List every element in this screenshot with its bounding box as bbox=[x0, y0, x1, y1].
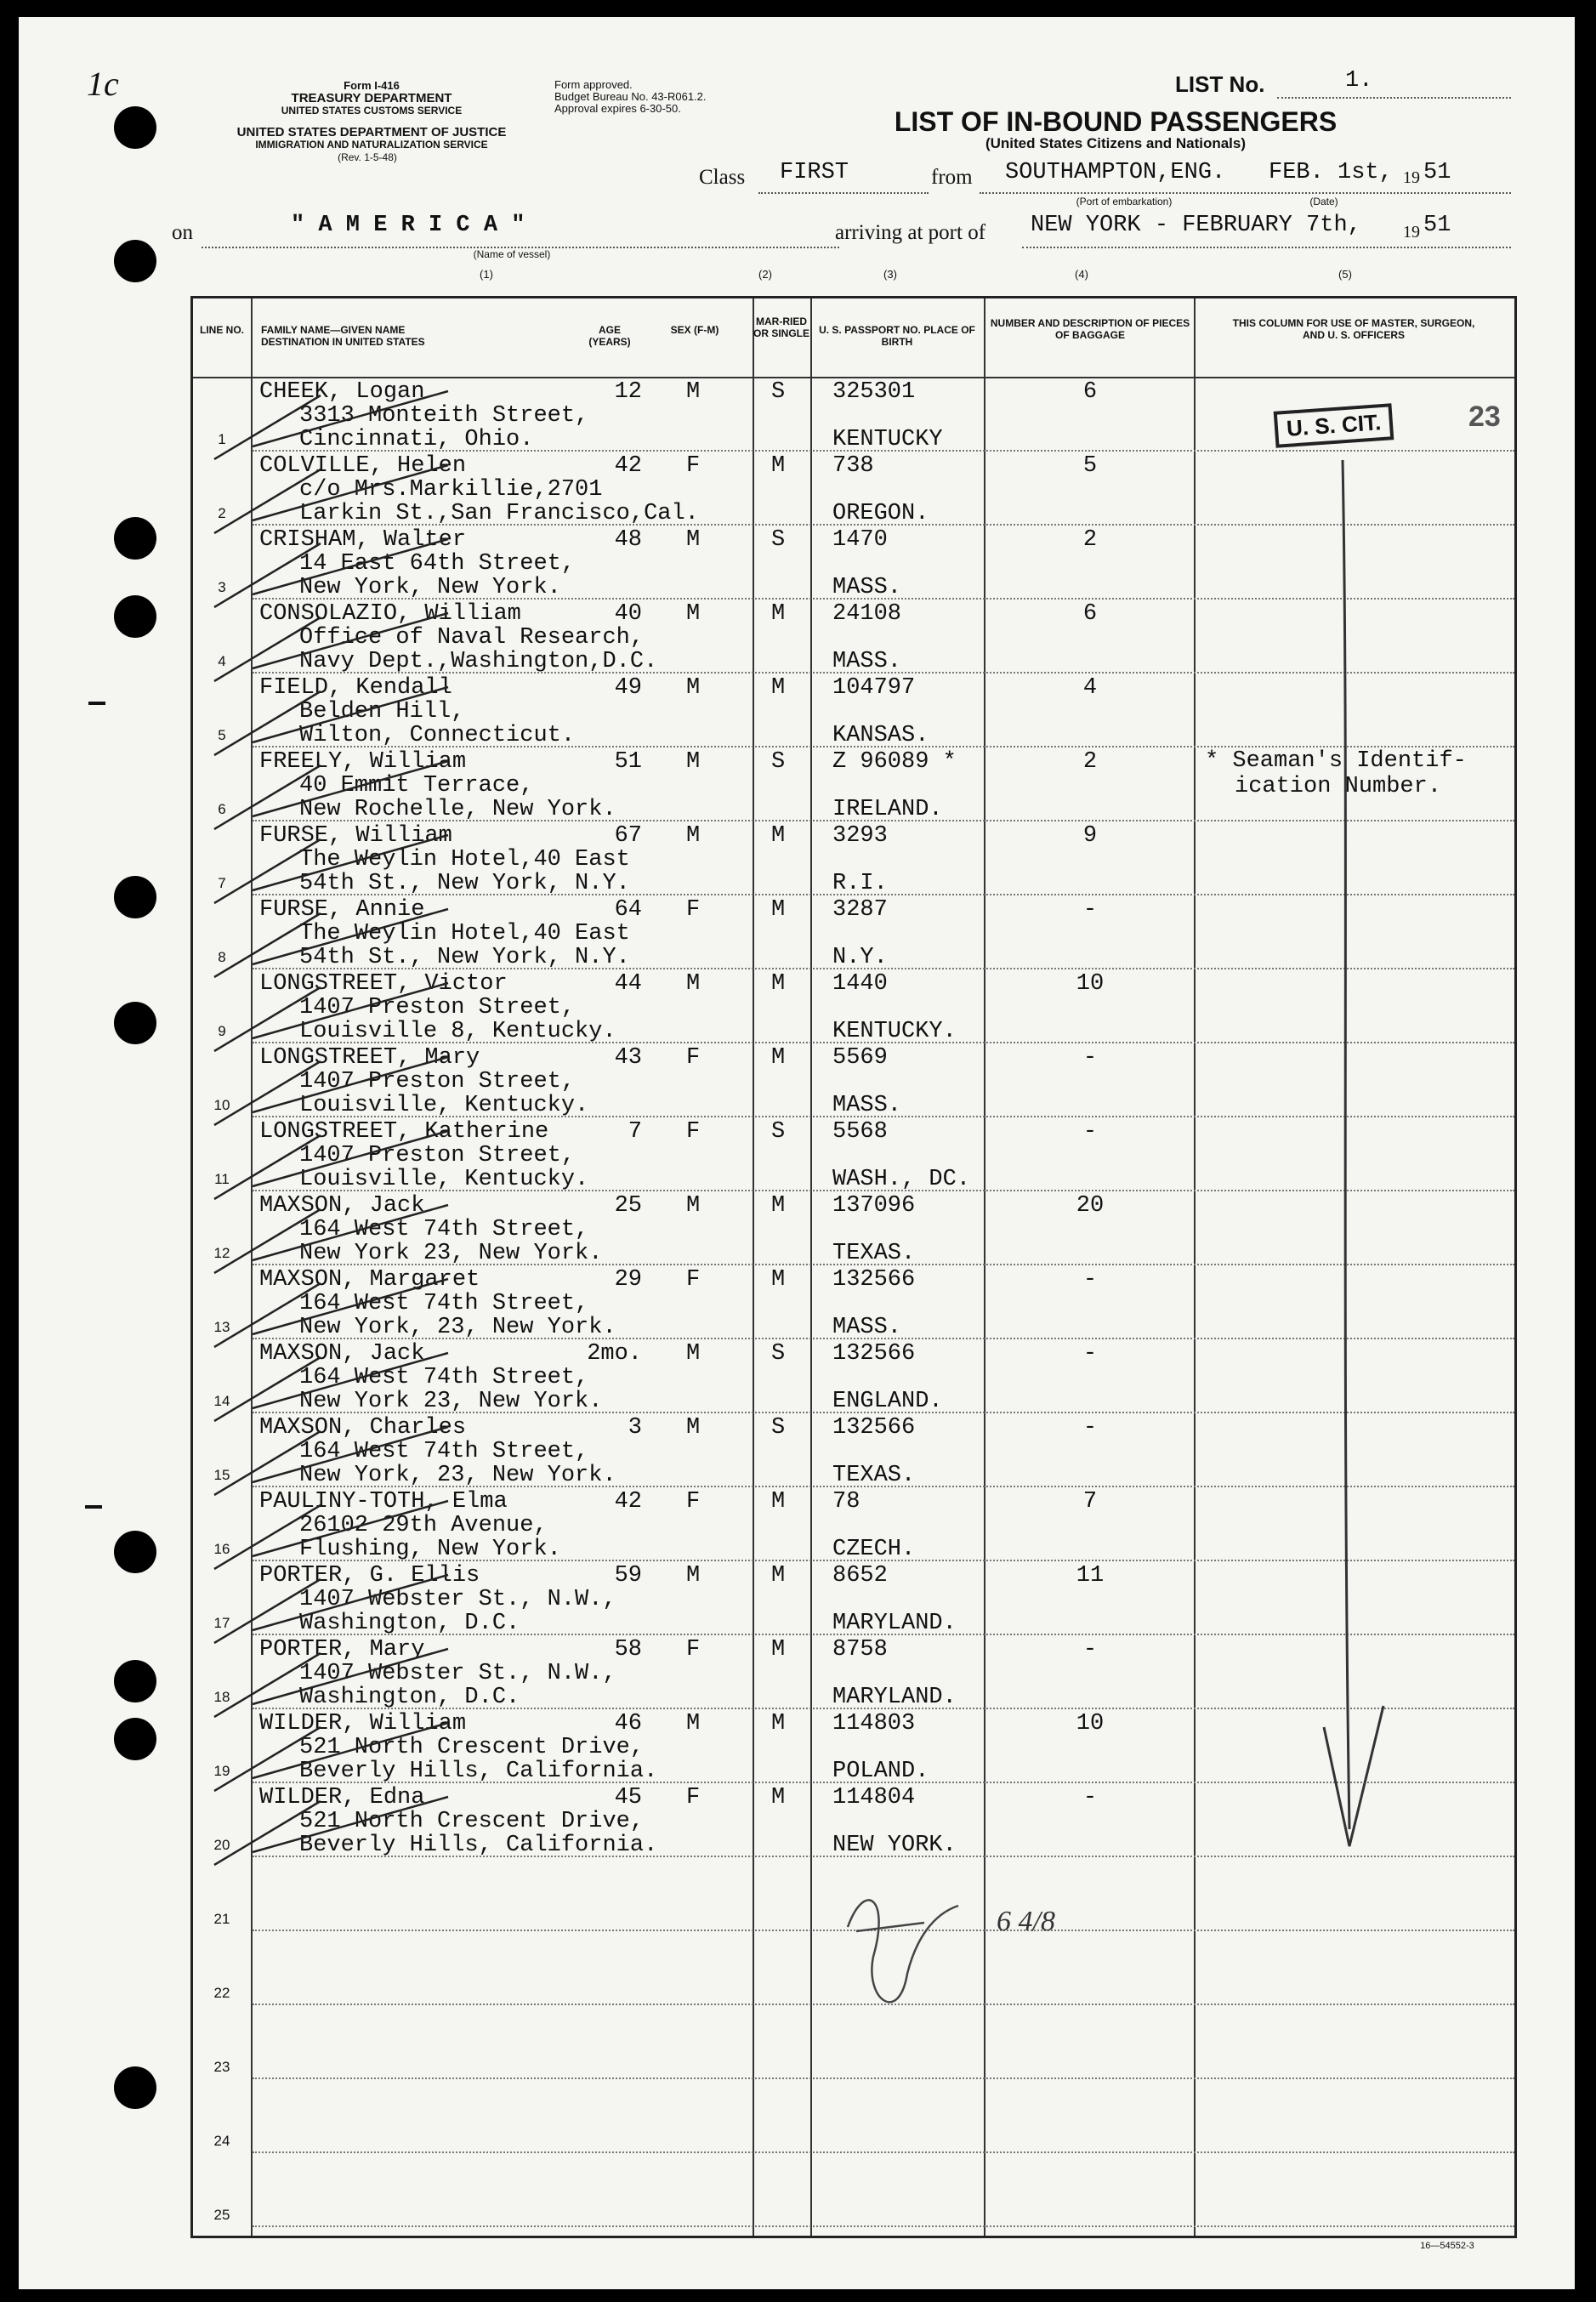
passenger-passport: 132566 bbox=[832, 1415, 916, 1441]
list-label: LIST No. bbox=[1175, 71, 1265, 97]
passenger-age: 59 bbox=[614, 1563, 642, 1589]
passenger-sex: M bbox=[686, 1341, 701, 1367]
vessel-caption: (Name of vessel) bbox=[473, 248, 551, 260]
passenger-birth: KANSAS. bbox=[832, 723, 929, 748]
passenger-age: 43 bbox=[614, 1045, 642, 1071]
passenger-passport: 104797 bbox=[832, 675, 916, 701]
passenger-name: MAXSON, Charles bbox=[259, 1415, 467, 1441]
passenger-birth: MARYLAND. bbox=[832, 1611, 957, 1636]
date-caption: (Date) bbox=[1309, 196, 1338, 207]
passenger-line: 16 bbox=[213, 1541, 230, 1557]
passenger-bag: 10 bbox=[1076, 971, 1105, 997]
col-number: (1) bbox=[480, 268, 493, 281]
check-mark bbox=[214, 1649, 448, 1717]
punch-hole bbox=[114, 876, 156, 918]
passenger-passport: 137096 bbox=[832, 1193, 916, 1219]
passenger-birth: TEXAS. bbox=[832, 1241, 916, 1266]
passenger-birth: WASH., DC. bbox=[832, 1167, 971, 1192]
year-prefix: 19 bbox=[1403, 223, 1420, 242]
passenger-addr1: 521 North Crescent Drive, bbox=[299, 1809, 645, 1834]
col-married: MAR-RIED OR SINGLE bbox=[753, 315, 809, 339]
passenger-bag: 5 bbox=[1082, 453, 1098, 479]
passenger-addr2: Louisville, Kentucky. bbox=[299, 1167, 589, 1192]
passenger-addr2: New York 23, New York. bbox=[299, 1241, 603, 1266]
passenger-age: 46 bbox=[614, 1711, 642, 1736]
col-sex: SEX (F-M) bbox=[670, 324, 719, 336]
passenger-age: 2mo. bbox=[587, 1341, 642, 1367]
passenger-age: 29 bbox=[614, 1267, 642, 1293]
manifest-page bbox=[19, 17, 1575, 2289]
punch-hole bbox=[114, 2066, 156, 2109]
check-mark bbox=[214, 539, 448, 607]
passenger-birth: MASS. bbox=[832, 1093, 902, 1118]
passenger-bag: 2 bbox=[1082, 749, 1098, 775]
passenger-birth: N.Y. bbox=[832, 945, 888, 970]
passenger-name: MAXSON, Jack bbox=[259, 1341, 425, 1367]
passenger-addr1: The Weylin Hotel,40 East bbox=[299, 847, 630, 872]
passenger-age: 48 bbox=[614, 527, 642, 553]
passenger-addr2: Cincinnati, Ohio. bbox=[299, 427, 534, 452]
passenger-age: 58 bbox=[614, 1637, 642, 1663]
passenger-addr2: Washington, D.C. bbox=[299, 1611, 520, 1636]
seaman-note-line: * Seaman's Identif- bbox=[1205, 748, 1467, 774]
passenger-name: COLVILLE, Helen bbox=[259, 453, 467, 479]
passenger-sex: F bbox=[686, 1785, 701, 1810]
passenger-ms: M bbox=[771, 1267, 786, 1293]
passenger-ms: M bbox=[771, 971, 786, 997]
passenger-birth: R.I. bbox=[832, 871, 888, 896]
passenger-sex: M bbox=[686, 971, 701, 997]
passenger-bag: - bbox=[1082, 897, 1098, 923]
passenger-age: 49 bbox=[614, 675, 642, 701]
budget-bureau: Budget Bureau No. 43-R061.2. bbox=[554, 90, 707, 103]
passenger-line: 20 bbox=[213, 1837, 230, 1853]
line-number: 21 bbox=[213, 1911, 230, 1927]
passenger-bag: 2 bbox=[1082, 527, 1098, 553]
year-suffix: 51 bbox=[1423, 213, 1451, 238]
passenger-sex: F bbox=[686, 1045, 701, 1071]
passenger-bag: - bbox=[1082, 1415, 1098, 1441]
passenger-line: 10 bbox=[213, 1097, 230, 1113]
class-line bbox=[758, 192, 929, 194]
check-mark bbox=[214, 687, 448, 755]
punch-hole bbox=[114, 517, 156, 560]
col-number: (5) bbox=[1338, 268, 1352, 281]
passenger-ms: M bbox=[771, 453, 786, 479]
passenger-birth: NEW YORK. bbox=[832, 1833, 957, 1858]
passenger-sex: F bbox=[686, 1637, 701, 1663]
passenger-sex: M bbox=[686, 1563, 701, 1589]
form-number: Form I-416 bbox=[344, 79, 400, 92]
passenger-passport: 5569 bbox=[832, 1045, 888, 1071]
passenger-birth: MASS. bbox=[832, 575, 902, 600]
passenger-name: MAXSON, Jack bbox=[259, 1193, 425, 1219]
passenger-table bbox=[190, 296, 1517, 2238]
passenger-addr1: Belden Hill, bbox=[299, 699, 465, 725]
vessel-name: " A M E R I C A " bbox=[291, 213, 525, 238]
passenger-passport: 738 bbox=[832, 453, 874, 479]
passenger-addr1: 1407 Webster St., N.W., bbox=[299, 1587, 616, 1612]
passenger-addr1: 40 Emmit Terrace, bbox=[299, 773, 534, 799]
passenger-birth: TEXAS. bbox=[832, 1463, 916, 1488]
passenger-birth: ENGLAND. bbox=[832, 1389, 943, 1414]
passenger-ms: M bbox=[771, 601, 786, 627]
col-name: FAMILY NAME—GIVEN NAME DESTINATION IN UNITED STATES bbox=[261, 324, 425, 348]
passenger-line: 12 bbox=[213, 1245, 230, 1261]
passenger-ms: M bbox=[771, 1489, 786, 1515]
passenger-addr2: Navy Dept.,Washington,D.C. bbox=[299, 649, 658, 674]
passenger-ms: M bbox=[771, 1563, 786, 1589]
passenger-bag: 6 bbox=[1082, 379, 1098, 405]
col-officers: THIS COLUMN FOR USE OF MASTER, SURGEON, AND U. S. OFFICERS bbox=[1232, 317, 1475, 341]
passenger-age: 42 bbox=[614, 453, 642, 479]
customs-service: UNITED STATES CUSTOMS SERVICE bbox=[281, 105, 463, 117]
class-value: FIRST bbox=[780, 160, 849, 185]
passenger-birth: KENTUCKY bbox=[832, 427, 943, 452]
check-mark bbox=[214, 391, 448, 459]
passenger-bag: - bbox=[1082, 1637, 1098, 1663]
passenger-birth: KENTUCKY. bbox=[832, 1019, 957, 1044]
col-line-no: LINE NO. bbox=[199, 324, 244, 336]
passenger-addr2: Beverly Hills, California. bbox=[299, 1759, 658, 1784]
passenger-passport: 3293 bbox=[832, 823, 888, 849]
passenger-addr2: New York 23, New York. bbox=[299, 1389, 603, 1414]
check-mark bbox=[214, 1575, 448, 1643]
check-mark bbox=[214, 1501, 448, 1569]
passenger-bag: - bbox=[1082, 1267, 1098, 1293]
margin-mark: 1c bbox=[87, 65, 119, 103]
passenger-addr1: 14 East 64th Street, bbox=[299, 551, 576, 577]
passenger-line: 1 bbox=[218, 431, 226, 447]
passenger-line: 4 bbox=[218, 653, 226, 669]
passenger-addr1: 1407 Preston Street, bbox=[299, 995, 576, 1020]
check-mark bbox=[214, 1131, 448, 1199]
passenger-line: 7 bbox=[218, 875, 226, 891]
passenger-age: 64 bbox=[614, 897, 642, 923]
col-number: (3) bbox=[883, 268, 897, 281]
passenger-name: PAULINY-TOTH, Elma bbox=[259, 1489, 508, 1515]
passenger-sex: M bbox=[686, 1711, 701, 1736]
passenger-addr2: New Rochelle, New York. bbox=[299, 797, 616, 822]
passenger-passport: 132566 bbox=[832, 1267, 916, 1293]
passenger-bag: 6 bbox=[1082, 601, 1098, 627]
passenger-addr1: 164 West 74th Street, bbox=[299, 1291, 589, 1316]
year-prefix: 19 bbox=[1403, 168, 1420, 187]
line-number: 22 bbox=[213, 1985, 230, 2001]
passenger-addr1: The Weylin Hotel,40 East bbox=[299, 921, 630, 946]
passenger-birth: MARYLAND. bbox=[832, 1685, 957, 1710]
passenger-age: 25 bbox=[614, 1193, 642, 1219]
col-number: (4) bbox=[1075, 268, 1088, 281]
passenger-addr2: Wilton, Connecticut. bbox=[299, 723, 576, 748]
arrival-line bbox=[1022, 247, 1511, 248]
passenger-addr1: 164 West 74th Street, bbox=[299, 1217, 589, 1242]
passenger-bag: - bbox=[1082, 1045, 1098, 1071]
passenger-sex: M bbox=[686, 379, 701, 405]
passenger-addr1: 1407 Webster St., N.W., bbox=[299, 1661, 616, 1686]
passenger-addr2: Louisville 8, Kentucky. bbox=[299, 1019, 616, 1044]
passenger-line: 6 bbox=[218, 801, 226, 817]
check-mark bbox=[214, 909, 448, 977]
passenger-age: 7 bbox=[628, 1119, 642, 1145]
passenger-line: 5 bbox=[218, 727, 226, 743]
passenger-addr1: 1407 Preston Street, bbox=[299, 1143, 576, 1168]
passenger-ms: M bbox=[771, 1785, 786, 1810]
col-number: (2) bbox=[758, 268, 772, 281]
passenger-line: 9 bbox=[218, 1023, 226, 1039]
passenger-line: 13 bbox=[213, 1319, 230, 1335]
passenger-line: 17 bbox=[213, 1615, 230, 1631]
from-line bbox=[980, 192, 1511, 194]
passenger-ms: S bbox=[771, 749, 786, 775]
check-mark bbox=[214, 1279, 448, 1347]
passenger-ms: S bbox=[771, 1341, 786, 1367]
passenger-age: 51 bbox=[614, 749, 642, 775]
passenger-ms: S bbox=[771, 527, 786, 553]
passenger-name: FREELY, William bbox=[259, 749, 467, 775]
passenger-passport: 8758 bbox=[832, 1637, 888, 1663]
passenger-addr2: Larkin St.,San Francisco,Cal. bbox=[299, 501, 699, 526]
passenger-ms: M bbox=[771, 1193, 786, 1219]
departure-date: FEB. 1st, bbox=[1269, 160, 1393, 185]
passenger-name: LONGSTREET, Victor bbox=[259, 971, 508, 997]
passenger-sex: M bbox=[686, 749, 701, 775]
passenger-sex: M bbox=[686, 601, 701, 627]
passenger-bag: 20 bbox=[1076, 1193, 1105, 1219]
punch-hole bbox=[114, 1002, 156, 1044]
passenger-birth: POLAND. bbox=[832, 1759, 929, 1784]
passenger-passport: 8652 bbox=[832, 1563, 888, 1589]
passenger-name: WILDER, Edna bbox=[259, 1785, 425, 1810]
col-age: AGE (YEARS) bbox=[588, 324, 631, 348]
passenger-passport: 132566 bbox=[832, 1341, 916, 1367]
passenger-sex: M bbox=[686, 823, 701, 849]
handwritten-marks bbox=[193, 298, 1514, 2236]
passenger-birth: MASS. bbox=[832, 1315, 902, 1340]
passenger-sex: M bbox=[686, 675, 701, 701]
check-mark bbox=[214, 613, 448, 681]
passenger-age: 44 bbox=[614, 971, 642, 997]
passenger-bag: 7 bbox=[1082, 1489, 1098, 1515]
ins-service: IMMIGRATION AND NATURALIZATION SERVICE bbox=[255, 139, 488, 151]
passenger-name: FURSE, William bbox=[259, 823, 452, 849]
passenger-sex: F bbox=[686, 453, 701, 479]
us-citizen-stamp: U. S. CIT. bbox=[1274, 403, 1394, 448]
port-of-embarkation: SOUTHAMPTON,ENG. bbox=[1005, 160, 1226, 185]
passenger-name: CRISHAM, Walter bbox=[259, 527, 467, 553]
passenger-line: 11 bbox=[214, 1171, 230, 1187]
passenger-addr1: Office of Naval Research, bbox=[299, 625, 645, 651]
passenger-ms: M bbox=[771, 1045, 786, 1071]
passenger-birth: OREGON. bbox=[832, 501, 929, 526]
passenger-bag: 10 bbox=[1076, 1711, 1105, 1736]
passenger-ms: M bbox=[771, 1637, 786, 1663]
passenger-passport: 114803 bbox=[832, 1711, 916, 1736]
passenger-age: 3 bbox=[628, 1415, 642, 1441]
class-label: Class bbox=[699, 166, 746, 189]
passenger-addr2: New York, 23, New York. bbox=[299, 1463, 616, 1488]
page-title: LIST OF IN-BOUND PASSENGERS bbox=[894, 106, 1338, 137]
passenger-line: 18 bbox=[213, 1689, 230, 1705]
passenger-age: 45 bbox=[614, 1785, 642, 1810]
check-mark bbox=[214, 1723, 448, 1791]
passenger-birth: CZECH. bbox=[832, 1537, 916, 1562]
punch-hole bbox=[114, 595, 156, 638]
passenger-addr1: 521 North Crescent Drive, bbox=[299, 1735, 645, 1760]
passenger-passport: 1470 bbox=[832, 527, 888, 553]
passenger-addr1: 1407 Preston Street, bbox=[299, 1069, 576, 1094]
passenger-bag: 9 bbox=[1082, 823, 1098, 849]
check-mark bbox=[214, 835, 448, 903]
check-mark bbox=[214, 1205, 448, 1273]
passenger-addr2: 54th St., New York, N.Y. bbox=[299, 871, 630, 896]
passenger-ms: S bbox=[771, 1415, 786, 1441]
check-mark bbox=[214, 1427, 448, 1495]
passenger-age: 67 bbox=[614, 823, 642, 849]
check-mark bbox=[214, 1797, 448, 1865]
handwritten-count: 6 4/8 bbox=[997, 1906, 1055, 1937]
margin-dash bbox=[85, 1505, 102, 1509]
check-mark bbox=[214, 983, 448, 1051]
passenger-addr2: Washington, D.C. bbox=[299, 1685, 520, 1710]
passenger-ms: S bbox=[771, 1119, 786, 1145]
passenger-sex: M bbox=[686, 1415, 701, 1441]
year-suffix: 51 bbox=[1423, 160, 1451, 185]
passenger-addr1: 164 West 74th Street, bbox=[299, 1365, 589, 1390]
passenger-sex: F bbox=[686, 897, 701, 923]
col-baggage: NUMBER AND DESCRIPTION OF PIECES OF BAGGAGE bbox=[990, 317, 1190, 341]
list-number: 1. bbox=[1345, 68, 1373, 94]
passenger-bag: 11 bbox=[1076, 1563, 1105, 1589]
passenger-line: 3 bbox=[218, 579, 226, 595]
passenger-passport: 5568 bbox=[832, 1119, 888, 1145]
line-number: 24 bbox=[213, 2133, 230, 2149]
check-mark bbox=[214, 1353, 448, 1421]
passenger-ms: M bbox=[771, 675, 786, 701]
passenger-name: CHEEK, Logan bbox=[259, 379, 425, 405]
check-mark bbox=[214, 1057, 448, 1125]
passenger-line: 2 bbox=[218, 505, 226, 521]
passenger-sex: F bbox=[686, 1119, 701, 1145]
passenger-age: 12 bbox=[614, 379, 642, 405]
passenger-name: CONSOLAZIO, William bbox=[259, 601, 521, 627]
passenger-passport: 1440 bbox=[832, 971, 888, 997]
margin-dash bbox=[88, 702, 105, 705]
passenger-bag: - bbox=[1082, 1341, 1098, 1367]
footer-code: 16—54552-3 bbox=[1420, 2241, 1474, 2251]
passenger-addr1: 164 West 74th Street, bbox=[299, 1439, 589, 1464]
passenger-passport: 114804 bbox=[832, 1785, 916, 1810]
passenger-name: PORTER, G. Ellis bbox=[259, 1563, 480, 1589]
passenger-sex: F bbox=[686, 1489, 701, 1515]
col-passport: U. S. PASSPORT NO. PLACE OF BIRTH bbox=[819, 324, 975, 348]
passenger-age: 42 bbox=[614, 1489, 642, 1515]
check-mark bbox=[214, 465, 448, 533]
passenger-sex: M bbox=[686, 1193, 701, 1219]
passenger-line: 15 bbox=[213, 1467, 230, 1483]
passenger-line: 8 bbox=[218, 949, 226, 965]
passenger-bag: - bbox=[1082, 1119, 1098, 1145]
punch-hole bbox=[114, 1531, 156, 1573]
seaman-note-line: ication Number. bbox=[1235, 774, 1442, 799]
passenger-ms: M bbox=[771, 823, 786, 849]
passenger-name: FIELD, Kendall bbox=[259, 675, 452, 701]
passenger-ms: S bbox=[771, 379, 786, 405]
arriving-label: arriving at port of bbox=[835, 221, 986, 244]
passenger-name: MAXSON, Margaret bbox=[259, 1267, 480, 1293]
treasury-dept: TREASURY DEPARTMENT bbox=[291, 91, 452, 105]
page-subtitle: (United States Citizens and Nationals) bbox=[985, 135, 1247, 151]
passenger-passport: 325301 bbox=[832, 379, 916, 405]
passenger-birth: IRELAND. bbox=[832, 797, 943, 822]
check-mark bbox=[214, 761, 448, 829]
arrival-port-date: NEW YORK - FEBRUARY 7th, bbox=[1031, 213, 1361, 238]
line-number: 25 bbox=[213, 2207, 230, 2223]
revision: (Rev. 1-5-48) bbox=[338, 151, 397, 163]
passenger-birth: MASS. bbox=[832, 649, 902, 674]
passenger-bag: - bbox=[1082, 1785, 1098, 1810]
margin-number: 23 bbox=[1468, 401, 1501, 433]
passenger-addr2: Beverly Hills, California. bbox=[299, 1833, 658, 1858]
passenger-line: 19 bbox=[213, 1763, 230, 1779]
passenger-addr2: 54th St., New York, N.Y. bbox=[299, 945, 630, 970]
port-caption: (Port of embarkation) bbox=[1076, 196, 1173, 207]
passenger-addr1: 26102 29th Avenue, bbox=[299, 1513, 548, 1538]
passenger-addr2: New York, New York. bbox=[299, 575, 561, 600]
passenger-sex: M bbox=[686, 527, 701, 553]
passenger-addr1: 3313 Monteith Street, bbox=[299, 403, 589, 429]
on-label: on bbox=[172, 221, 193, 244]
punch-hole bbox=[114, 1660, 156, 1702]
passenger-passport: 24108 bbox=[832, 601, 902, 627]
punch-hole bbox=[114, 240, 156, 282]
passenger-name: WILDER, William bbox=[259, 1711, 467, 1736]
passenger-name: LONGSTREET, Mary bbox=[259, 1045, 480, 1071]
list-no-line bbox=[1277, 97, 1511, 99]
from-label: from bbox=[931, 166, 973, 189]
passenger-bag: 4 bbox=[1082, 675, 1098, 701]
passenger-name: LONGSTREET, Katherine bbox=[259, 1119, 549, 1145]
passenger-addr2: New York, 23, New York. bbox=[299, 1315, 616, 1340]
form-approved: Form approved. bbox=[554, 78, 633, 91]
passenger-sex: F bbox=[686, 1267, 701, 1293]
passenger-passport: 3287 bbox=[832, 897, 888, 923]
punch-hole bbox=[114, 1718, 156, 1760]
passenger-line: 14 bbox=[213, 1393, 230, 1409]
passenger-addr2: Louisville, Kentucky. bbox=[299, 1093, 589, 1118]
passenger-passport: 78 bbox=[832, 1489, 860, 1515]
passenger-addr2: Flushing, New York. bbox=[299, 1537, 561, 1562]
punch-hole bbox=[114, 106, 156, 149]
passenger-age: 40 bbox=[614, 601, 642, 627]
justice-dept: UNITED STATES DEPARTMENT OF JUSTICE bbox=[236, 125, 507, 139]
passenger-name: PORTER, Mary bbox=[259, 1637, 425, 1663]
approval-expires: Approval expires 6-30-50. bbox=[554, 102, 681, 115]
passenger-ms: M bbox=[771, 1711, 786, 1736]
passenger-addr1: c/o Mrs.Markillie,2701 bbox=[299, 477, 603, 503]
passenger-passport: Z 96089 * bbox=[832, 749, 957, 775]
line-number: 23 bbox=[213, 2059, 230, 2075]
passenger-name: FURSE, Annie bbox=[259, 897, 425, 923]
passenger-ms: M bbox=[771, 897, 786, 923]
